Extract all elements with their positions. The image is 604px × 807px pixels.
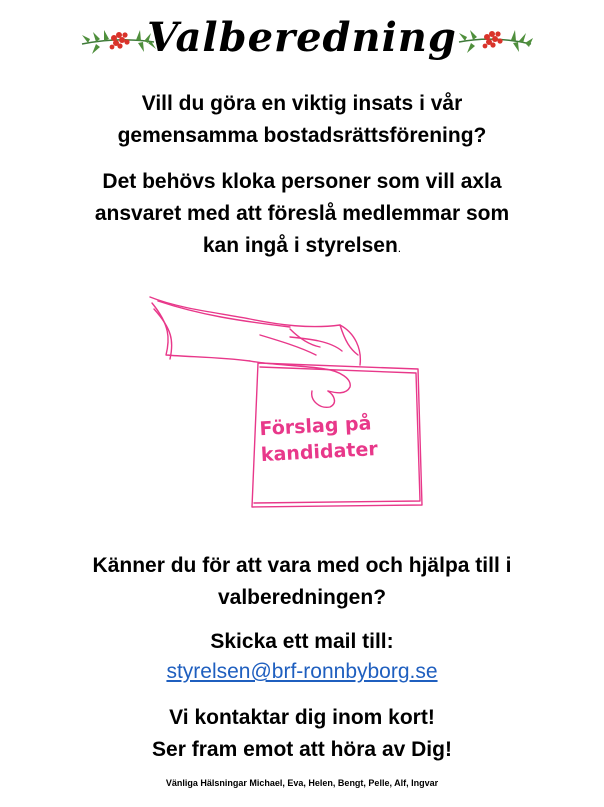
card-text-line: Förslag på	[259, 412, 372, 441]
need-line: ansvaret med att föreslå medlemmar som	[94, 202, 510, 225]
need-line: kan ingå i styrelsen	[202, 234, 398, 257]
rowan-branch-icon	[455, 16, 535, 66]
closing-line: Vi kontaktar dig inom kort!	[169, 706, 435, 729]
contact-prompt: Skicka ett mail till:	[210, 630, 394, 653]
intro-text	[0, 88, 604, 152]
need-line: Det behövs kloka personer som vill axla	[102, 170, 502, 193]
closing-line: Ser fram emot att höra av Dig!	[152, 738, 452, 761]
arm-outline	[150, 297, 360, 365]
trailing-period: .	[397, 241, 402, 255]
question-line: valberedningen?	[217, 586, 387, 609]
question-line: Känner du för att vara med och hjälpa till i	[92, 554, 512, 577]
hand-holding-card-illustration	[140, 295, 440, 515]
need-line-last	[0, 230, 604, 264]
intro-line: gemensamma bostadsrättsförening?	[117, 124, 487, 147]
intro-line: Vill du göra en viktig insats i vår	[141, 92, 463, 115]
page-title: Valberedning	[147, 14, 457, 61]
card-text-line: kandidater	[260, 438, 379, 467]
email-link[interactable]: styrelsen@brf-ronnbyborg.se	[166, 660, 438, 683]
title-row	[0, 10, 604, 72]
need-text	[0, 166, 604, 264]
signature: Vänliga Hälsningar Michael, Eva, Helen, Bengt, Pelle, Alf, Ingvar	[165, 778, 439, 788]
question-text	[0, 550, 604, 614]
closing-text	[0, 702, 604, 766]
